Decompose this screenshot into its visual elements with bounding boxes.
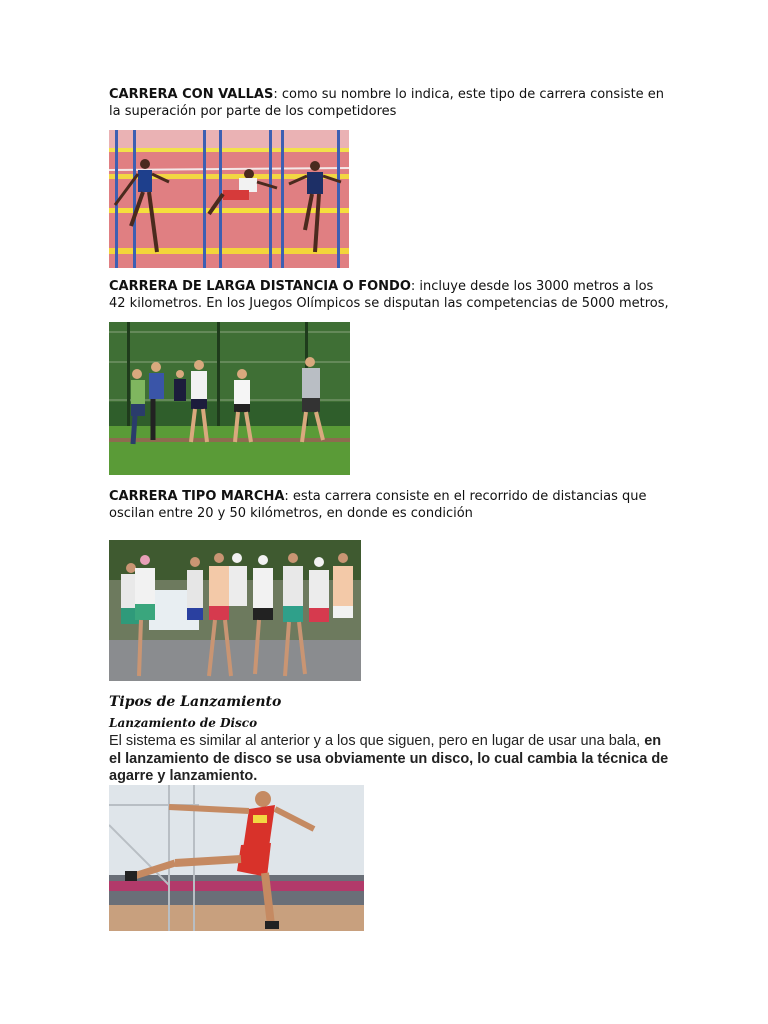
title-marcha: CARRERA TIPO MARCHA: [109, 489, 285, 504]
text-marcha-2: oscilan entre 20 y 50 kilómetros, en donde es condición: [109, 506, 473, 521]
text-disco-normal: El sistema es similar al anterior y a los que siguen, pero en lugar de usar una bala,: [109, 733, 645, 749]
title-fondo: CARRERA DE LARGA DISTANCIA O FONDO: [109, 279, 411, 294]
text-fondo-1: : incluye desde los 3000 metros a los: [410, 279, 654, 294]
text-disco-bold: en el lanzamiento de disco se usa obviamente un disco, lo cual cambia la técnica de agarre y lanzamiento.: [109, 733, 669, 784]
text-vallas-1: : como su nombre lo indica, este tipo de carrera consiste en: [273, 87, 665, 102]
hurdles-race-photo: [109, 130, 349, 268]
race-walk-photo: [109, 540, 361, 681]
paragraph-fondo: [109, 278, 669, 312]
text-vallas-2: la superación por parte de los competidores: [109, 104, 397, 119]
text-fondo-2: 42 kilometros. En los Juegos Olímpicos se disputan las competencias de 5000 metros,: [109, 296, 669, 311]
title-vallas: CARRERA CON VALLAS: [109, 87, 274, 102]
paragraph-disco: [109, 733, 669, 786]
long-distance-runners-photo: [109, 322, 350, 475]
discus-thrower-photo: [109, 785, 364, 931]
heading-tipos-lanzamiento: Tipos de Lanzamiento: [109, 694, 282, 710]
subheading-lanzamiento-disco: Lanzamiento de Disco: [109, 716, 258, 730]
paragraph-vallas: [109, 86, 669, 120]
text-marcha-1: : esta carrera consiste en el recorrido de distancias que: [284, 489, 647, 504]
paragraph-marcha: [109, 488, 669, 522]
